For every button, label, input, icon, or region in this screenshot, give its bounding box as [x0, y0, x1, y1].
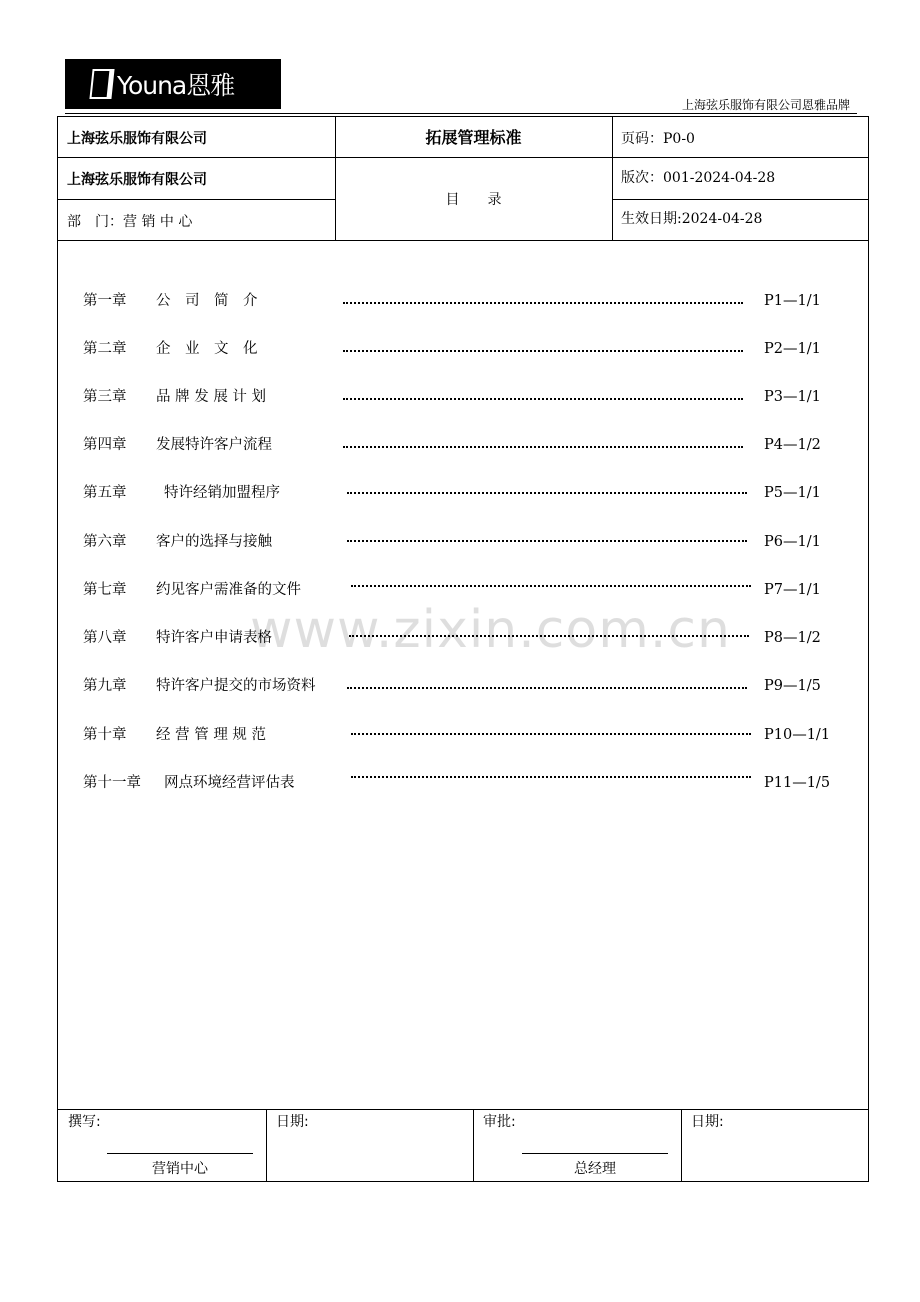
author-label: 撰写:: [68, 1114, 101, 1130]
company-logo: [65, 59, 281, 109]
toc-page: P6—1/1: [764, 534, 821, 550]
toc-title: 特许客户申请表格: [156, 630, 272, 646]
company-name-1: 上海弦乐服饰有限公司: [67, 131, 207, 147]
toc-page: P11—1/5: [764, 775, 831, 791]
toc-leader-dots: [343, 302, 743, 304]
toc-title: 发展特许客户流程: [156, 437, 272, 453]
toc-row: [58, 530, 870, 554]
toc-title: 公 司 简 介: [156, 293, 258, 309]
info-row-divider-left-2: [58, 199, 335, 200]
toc-title: 网点环境经营评估表: [164, 775, 295, 791]
toc-chapter: 第七章: [83, 582, 127, 598]
toc-title: 约见客户需准备的文件: [156, 582, 301, 598]
toc-page: P9—1/5: [764, 678, 821, 694]
toc-leader-dots: [351, 776, 751, 778]
footer-col-divider-3: [681, 1109, 682, 1181]
toc-chapter: 第二章: [83, 341, 127, 357]
effective-date: 生效日期:2024-04-28: [621, 211, 763, 227]
toc-row: [58, 771, 870, 795]
toc-leader-dots: [351, 585, 751, 587]
approver-name: 总经理: [574, 1161, 616, 1177]
toc-title: 企 业 文 化: [156, 341, 258, 357]
date-label-2: 日期:: [691, 1114, 724, 1130]
toc-chapter: 第三章: [83, 389, 127, 405]
department-label: 部 门：营 销 中 心: [67, 214, 193, 230]
toc-page: P3—1/1: [764, 389, 821, 405]
approver-signature-line: [522, 1153, 668, 1154]
toc-leader-dots: [347, 687, 747, 689]
footer-table-top: [58, 1109, 868, 1110]
logo-mark-icon: [89, 69, 114, 99]
info-row-divider-right-2: [612, 199, 868, 200]
toc-chapter: 第一章: [83, 293, 127, 309]
toc-row: [58, 481, 870, 505]
toc-chapter: 第十一章: [83, 775, 141, 791]
info-table-bottom: [58, 240, 868, 241]
info-col-divider-2: [612, 117, 613, 240]
toc-row: [58, 433, 870, 457]
toc-title: 特许经销加盟程序: [164, 485, 280, 501]
toc-page: P1—1/1: [764, 293, 821, 309]
toc-leader-dots: [343, 446, 743, 448]
toc-leader-dots: [343, 398, 743, 400]
toc-page: P2—1/1: [764, 341, 821, 357]
toc-row: [58, 337, 870, 361]
approval-label: 审批:: [483, 1114, 516, 1130]
info-row-divider-left-1: [58, 157, 335, 158]
toc-leader-dots: [351, 733, 751, 735]
header-company-brand: 上海弦乐服饰有限公司恩雅品牌: [681, 98, 850, 112]
toc-chapter: 第十章: [83, 727, 127, 743]
toc-row: [58, 385, 870, 409]
version-number: 版次：001-2024-04-28: [621, 170, 776, 186]
toc-page: P8—1/2: [764, 630, 821, 646]
toc-title: 客户的选择与接触: [156, 534, 272, 550]
toc-page: P7—1/1: [764, 582, 821, 598]
section-title: 目 录: [445, 192, 502, 208]
toc-row: [58, 578, 870, 602]
footer-col-divider-2: [473, 1109, 474, 1181]
author-signature-line: [107, 1153, 253, 1154]
info-row-divider-right-1: [612, 157, 868, 158]
watermark: www.zixin.com.cn: [250, 600, 731, 660]
toc-row: [58, 289, 870, 313]
toc-page: P5—1/1: [764, 485, 821, 501]
header-divider: [65, 113, 857, 114]
toc-leader-dots: [347, 492, 747, 494]
toc-row: [58, 723, 870, 747]
footer-col-divider-1: [266, 1109, 267, 1181]
toc-title: 经 营 管 理 规 范: [156, 727, 267, 743]
page-code: 页码：P0-0: [621, 131, 695, 147]
info-row-divider-mid: [335, 157, 612, 158]
toc-page: P4—1/2: [764, 437, 821, 453]
toc-chapter: 第九章: [83, 678, 127, 694]
date-label-1: 日期:: [276, 1114, 309, 1130]
toc-title: 品 牌 发 展 计 划: [156, 389, 267, 405]
toc-title: 特许客户提交的市场资料: [156, 678, 316, 694]
author-dept: 营销中心: [152, 1161, 208, 1177]
toc-leader-dots: [343, 350, 743, 352]
doc-title: 拓展管理标准: [425, 128, 522, 147]
company-name-2: 上海弦乐服饰有限公司: [67, 172, 207, 188]
toc-leader-dots: [347, 540, 747, 542]
toc-chapter: 第六章: [83, 534, 127, 550]
toc-chapter: 第五章: [83, 485, 127, 501]
toc-chapter: 第八章: [83, 630, 127, 646]
logo-text: Youna恩雅: [117, 71, 235, 100]
toc-page: P10—1/1: [764, 727, 831, 743]
toc-row: [58, 674, 870, 698]
toc-chapter: 第四章: [83, 437, 127, 453]
